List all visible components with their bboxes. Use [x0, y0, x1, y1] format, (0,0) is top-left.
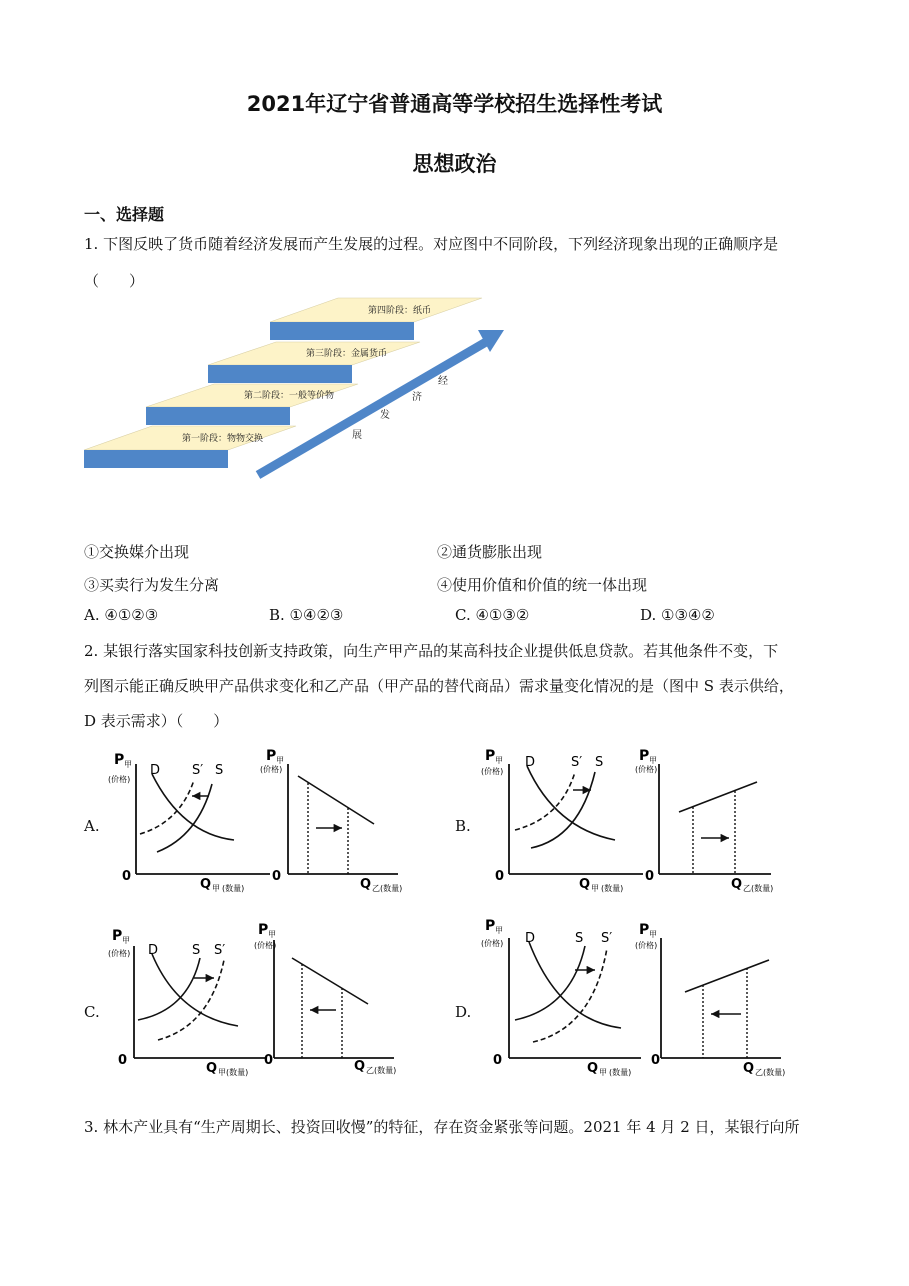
svg-text:S′: S′ [214, 943, 226, 958]
svg-text:(数量): (数量) [601, 884, 624, 893]
option-a-graphs [102, 744, 412, 894]
section-heading: 一、选择题 [84, 205, 165, 224]
svg-text:(价格): (价格) [635, 941, 658, 950]
svg-text:0: 0 [122, 869, 132, 884]
q1-choice-c: C. ④①③② [455, 606, 530, 624]
svg-text:Q: Q [200, 877, 212, 892]
svg-text:乙: 乙 [372, 884, 380, 893]
svg-text:甲: 甲 [276, 756, 284, 765]
svg-text:S′: S′ [192, 763, 204, 778]
svg-text:(价格): (价格) [481, 767, 504, 776]
svg-text:Q: Q [206, 1061, 218, 1076]
svg-text:0: 0 [118, 1053, 128, 1068]
svg-text:(价格): (价格) [481, 939, 504, 948]
svg-text:Q: Q [743, 1061, 755, 1076]
svg-text:P: P [266, 748, 277, 764]
svg-text:甲: 甲 [218, 1068, 226, 1077]
svg-text:S: S [595, 755, 604, 770]
svg-text:0: 0 [493, 1053, 503, 1068]
svg-text:甲: 甲 [122, 936, 130, 945]
svg-text:D: D [148, 943, 159, 958]
svg-text:乙: 乙 [755, 1068, 763, 1077]
svg-text:D: D [150, 763, 161, 778]
svg-text:0: 0 [495, 869, 505, 884]
svg-text:(数量): (数量) [380, 884, 403, 893]
q1-choice-a: A. ④①②③ [84, 606, 159, 624]
svg-text:甲: 甲 [268, 930, 276, 939]
svg-text:P: P [639, 922, 650, 938]
q2-stem-line2: 列图示能正确反映甲产品供求变化和乙产品（甲产品的替代商品）需求量变化情况的是（图中 S 表示供给， [84, 677, 794, 695]
q3-stem-line1: 3. 林木产业具有“生产周期长、投资回收慢”的特征，存在资金紧张等问题。2021 年 4 月 2 日，某银行向所 [84, 1118, 800, 1136]
svg-text:(数量): (数量) [751, 884, 774, 893]
svg-text:甲: 甲 [599, 1068, 607, 1077]
svg-text:D: D [525, 931, 536, 946]
svg-text:Q: Q [731, 877, 743, 892]
q2-stem-line3: D 表示需求）（ ） [84, 712, 229, 730]
q1-item-4: ④使用价值和价值的统一体出现 [437, 576, 648, 594]
subject-title: 思想政治 [412, 152, 497, 176]
option-b-graphs [475, 744, 785, 894]
arrow-char-1: 经 [438, 376, 448, 387]
svg-text:S: S [575, 931, 584, 946]
money-stairs-figure [80, 292, 510, 482]
svg-text:S′: S′ [601, 931, 613, 946]
q2-label-a: A. [84, 817, 100, 835]
svg-text:0: 0 [272, 869, 282, 884]
svg-text:甲: 甲 [649, 756, 657, 765]
option-d-graphs [475, 912, 795, 1078]
stage4-label: 第四阶段：纸币 [368, 306, 432, 316]
svg-text:P: P [639, 748, 650, 764]
svg-text:P: P [112, 928, 123, 944]
svg-text:(价格): (价格) [635, 765, 658, 774]
svg-text:(数量): (数量) [222, 884, 245, 893]
svg-text:(数量): (数量) [609, 1068, 632, 1077]
svg-text:P: P [114, 752, 125, 768]
q1-stem-line2: （ ） [84, 272, 145, 290]
svg-text:0: 0 [264, 1053, 274, 1068]
svg-text:Q: Q [587, 1061, 599, 1076]
svg-text:(价格): (价格) [108, 775, 131, 784]
svg-text:P: P [485, 918, 496, 934]
svg-text:0: 0 [645, 869, 655, 884]
svg-text:甲: 甲 [649, 930, 657, 939]
option-c-graphs [102, 918, 412, 1078]
svg-text:Q: Q [354, 1059, 366, 1074]
svg-text:乙: 乙 [366, 1066, 374, 1075]
svg-text:(数量): (数量) [763, 1068, 786, 1077]
stage3-label: 第三阶段：金属货币 [306, 349, 388, 359]
svg-text:(价格): (价格) [108, 949, 131, 958]
svg-text:(数量): (数量) [374, 1066, 397, 1075]
svg-text:(价格): (价格) [254, 941, 277, 950]
svg-text:甲: 甲 [212, 884, 220, 893]
arrow-char-4: 展 [352, 430, 362, 441]
q2-label-c: C. [84, 1003, 100, 1021]
q1-item-2: ②通货膨胀出现 [437, 543, 543, 561]
arrow-char-3: 发 [380, 410, 390, 421]
svg-text:甲: 甲 [591, 884, 599, 893]
q1-choice-d: D. ①③④② [640, 606, 715, 624]
svg-text:S′: S′ [571, 755, 583, 770]
svg-text:乙: 乙 [743, 884, 751, 893]
svg-text:P: P [258, 922, 269, 938]
svg-text:D: D [525, 755, 536, 770]
svg-text:0: 0 [651, 1053, 661, 1068]
q2-stem-line1: 2. 某银行落实国家科技创新支持政策，向生产甲产品的某高科技企业提供低息贷款。若其他条件不变，下 [84, 642, 779, 660]
svg-text:甲: 甲 [124, 760, 132, 769]
q1-stem-line1: 1. 下图反映了货币随着经济发展而产生发展的过程。对应图中不同阶段，下列经济现象出现的正确顺序是 [84, 235, 779, 253]
q2-label-d: D. [455, 1003, 472, 1021]
stage1-label: 第一阶段：物物交换 [182, 434, 264, 444]
svg-text:甲: 甲 [495, 926, 503, 935]
svg-text:(价格): (价格) [260, 765, 283, 774]
svg-text:S: S [215, 763, 224, 778]
svg-text:甲: 甲 [495, 756, 503, 765]
svg-text:Q: Q [579, 877, 591, 892]
q1-choice-b: B. ①④②③ [269, 606, 344, 624]
q2-label-b: B. [455, 817, 471, 835]
svg-text:(数量): (数量) [226, 1068, 249, 1077]
q1-item-1: ①交换媒介出现 [84, 543, 190, 561]
stage2-label: 第二阶段：一般等价物 [244, 391, 335, 401]
q1-item-3: ③买卖行为发生分离 [84, 576, 220, 594]
svg-text:P: P [485, 748, 496, 764]
exam-title: 2021年辽宁省普通高等学校招生选择性考试 [246, 92, 663, 116]
arrow-char-2: 济 [412, 392, 422, 403]
svg-text:Q: Q [360, 877, 372, 892]
svg-text:S: S [192, 943, 201, 958]
